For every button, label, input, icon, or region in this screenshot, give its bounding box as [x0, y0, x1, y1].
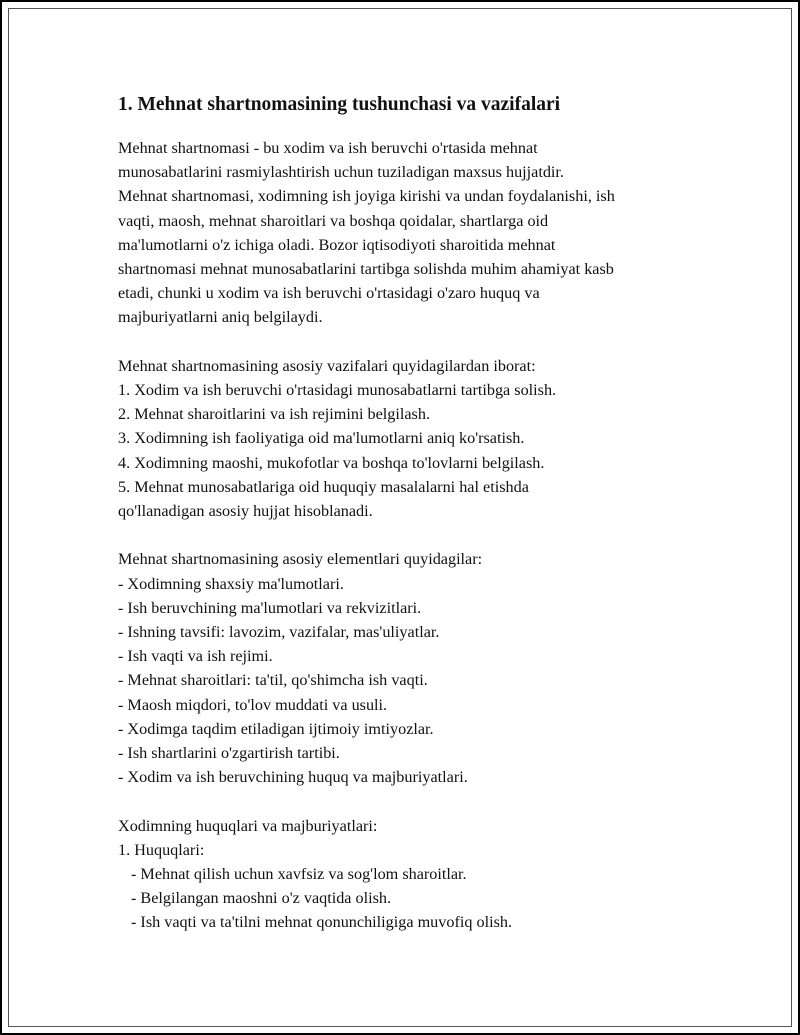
text-line: etadi, chunki u xodim va ish beruvchi o'rtasidagi o'zaro huquq va	[118, 284, 540, 303]
text-line: majburiyatlarni aniq belgilaydi.	[118, 308, 323, 327]
list-item: - Ishning tavsifi: lavozim, vazifalar, mas'uliyatlar.	[118, 623, 440, 642]
section-heading: Xodimning huquqlari va majburiyatlari:	[118, 816, 378, 835]
list-item: - Xodim va ish beruvchining huquq va majburiyatlari.	[118, 768, 468, 787]
section-heading: Mehnat shartnomasining asosiy vazifalari quyidagilardan iborat:	[118, 356, 536, 375]
document-body	[118, 90, 718, 935]
rights-section	[118, 814, 718, 935]
section-heading: Mehnat shartnomasining asosiy elementlari quyidagilar:	[118, 550, 483, 569]
text-line: Mehnat shartnomasi, xodimning ish joyiga kirishi va undan foydalanishi, ish	[118, 187, 615, 206]
text-line: shartnomasi mehnat munosabatlarini tartibga solishda muhim ahamiyat kasb	[118, 260, 614, 279]
paragraph-gap	[118, 789, 718, 813]
subheading: 1. Huquqlari:	[118, 840, 205, 859]
list-item: qo'llanadigan asosiy hujjat hisoblanadi.	[118, 502, 373, 521]
text-line: munosabatlarini rasmiylashtirish uchun tuziladigan maxsus hujjatdir.	[118, 163, 564, 182]
list-item: - Mehnat qilish uchun xavfsiz va sog'lom sharoitlar.	[131, 865, 467, 884]
list-item: - Ish beruvchining ma'lumotlari va rekvizitlari.	[118, 598, 422, 617]
text-line: ma'lumotlarni o'z ichiga oladi. Bozor iqtisodiyoti sharoitida mehnat	[118, 235, 556, 254]
list-item: 4. Xodimning maoshi, mukofotlar va boshqa to'lovlarni belgilash.	[118, 453, 545, 472]
text-line: vaqti, maosh, mehnat sharoitlari va boshqa qoidalar, shartlarga oid	[118, 211, 549, 230]
functions-section	[118, 354, 718, 523]
paragraph-gap	[118, 523, 718, 547]
list-item: - Xodimga taqdim etiladigan ijtimoiy imtiyozlar.	[118, 719, 434, 738]
list-item: 3. Xodimning ish faoliyatiga oid ma'lumotlarni aniq ko'rsatish.	[118, 429, 525, 448]
list-item: - Belgilangan maoshni o'z vaqtida olish.	[131, 889, 392, 908]
list-item: 1. Xodim va ish beruvchi o'rtasidagi munosabatlarni tartibga solish.	[118, 381, 557, 400]
elements-section	[118, 547, 718, 789]
list-item: - Ish shartlarini o'zgartirish tartibi.	[118, 744, 340, 763]
list-item: - Ish vaqti va ta'tilni mehnat qonunchiligiga muvofiq olish.	[131, 913, 513, 932]
list-item: - Xodimning shaxsiy ma'lumotlari.	[118, 574, 344, 593]
paragraph-gap	[118, 330, 718, 354]
list-item: - Ish vaqti va ish rejimi.	[118, 647, 273, 666]
intro-paragraph	[118, 136, 718, 330]
list-item: 2. Mehnat sharoitlarini va ish rejimini belgilash.	[118, 405, 430, 424]
list-item: - Maosh miqdori, to'lov muddati va usuli.	[118, 695, 388, 714]
list-item: - Mehnat sharoitlari: ta'til, qo'shimcha ish vaqti.	[118, 671, 428, 690]
document-title: 1. Mehnat shartnomasining tushunchasi va vazifalari	[118, 94, 561, 115]
text-line: Mehnat shartnomasi - bu xodim va ish beruvchi o'rtasida mehnat	[118, 139, 538, 157]
list-item: 5. Mehnat munosabatlariga oid huquqiy masalalarni hal etishda	[118, 477, 529, 496]
